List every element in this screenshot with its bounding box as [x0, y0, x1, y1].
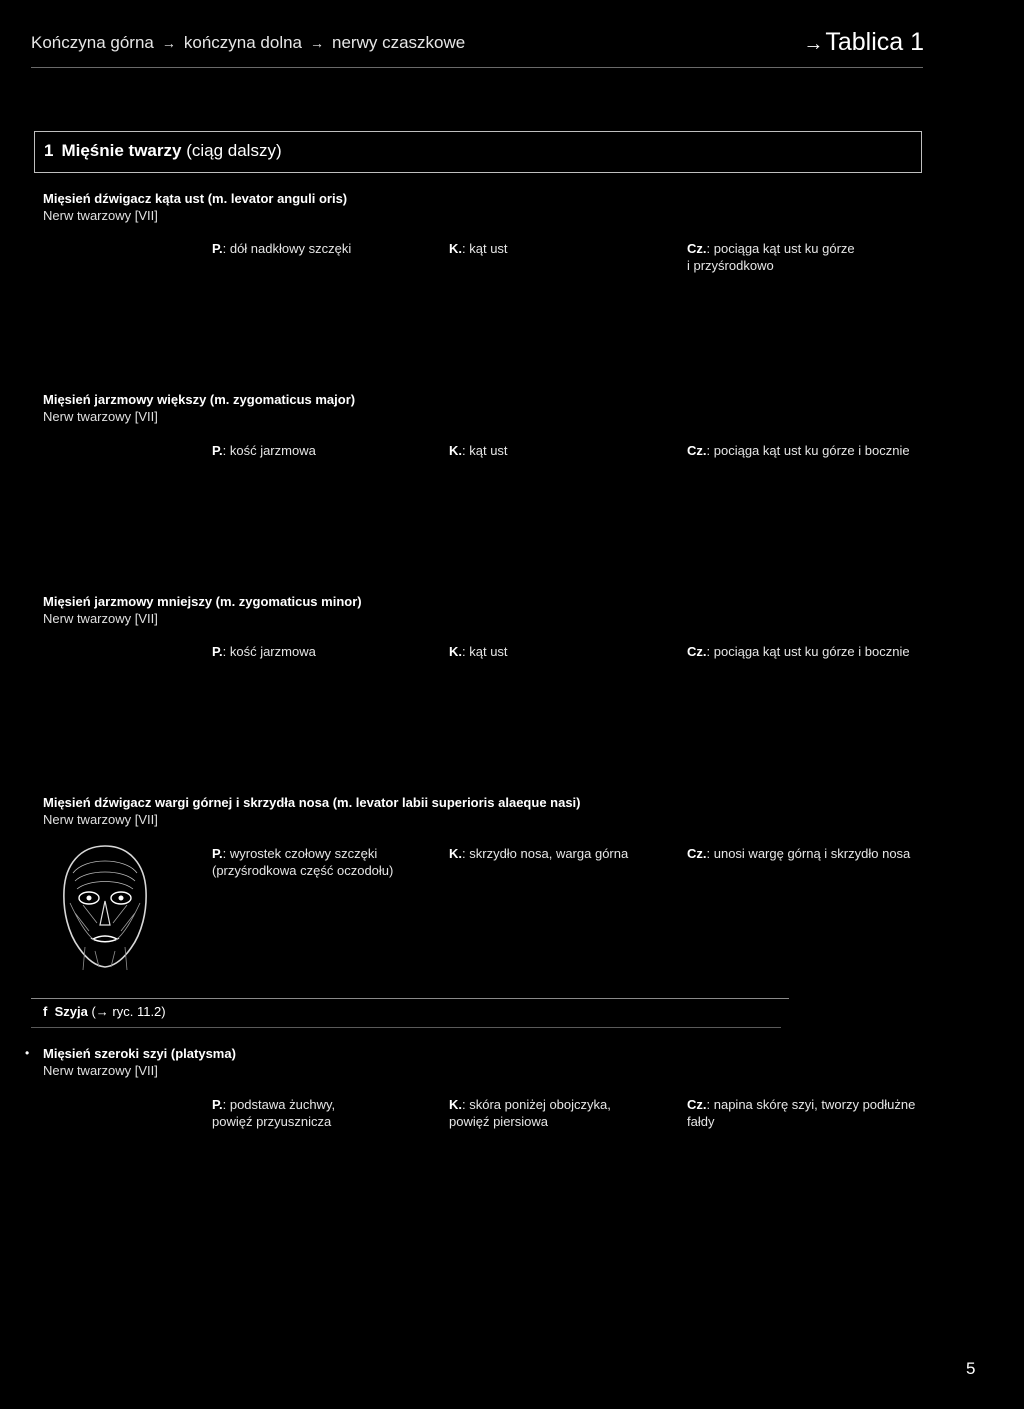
muscle-origin: P.: kość jarzmowa — [212, 443, 316, 458]
header-divider — [31, 67, 923, 68]
section-title — [44, 141, 282, 161]
bullet-icon: • — [25, 1046, 30, 1060]
breadcrumb-item-lower-limb: kończyna dolna — [183, 33, 303, 52]
muscle-function: Cz.: unosi wargę górną i skrzydło nosa — [687, 846, 911, 861]
muscle-name: Mięsień jarzmowy mniejszy (m. zygomaticus minor) — [43, 594, 362, 609]
arrow-right-icon: → — [161, 35, 176, 51]
muscle-origin: P.: kość jarzmowa — [212, 644, 316, 659]
figure-reference: (→ ryc. 11.2) — [91, 1004, 166, 1019]
arrow-right-icon: → — [803, 33, 824, 55]
section-title-bold: Mięśnie twarzy — [61, 141, 182, 160]
muscle-nerve: Nerw twarzowy [VII] — [43, 1063, 158, 1078]
muscle-name: Mięsień szeroki szyi (platysma) — [43, 1046, 236, 1061]
neck-divider-bottom — [31, 1027, 781, 1028]
muscle-insertion: K.: skrzydło nosa, warga górna — [449, 846, 629, 861]
neck-section-title — [43, 1004, 166, 1019]
neck-section-name: Szyja — [54, 1004, 88, 1019]
muscle-function: Cz.: pociąga kąt ust ku górze i bocznie — [687, 443, 910, 458]
tablica-text: Tablica 1 — [825, 28, 924, 56]
muscle-nerve: Nerw twarzowy [VII] — [43, 409, 158, 424]
breadcrumb-item-cranial-nerves: nerwy czaszkowe — [332, 33, 466, 52]
muscle-nerve: Nerw twarzowy [VII] — [43, 812, 158, 827]
muscle-nerve: Nerw twarzowy [VII] — [43, 208, 158, 223]
breadcrumb — [31, 33, 465, 53]
muscle-origin: P.: wyrostek czołowy szczęki (przyśrodkowa część oczodołu) — [212, 846, 394, 878]
breadcrumb-item-upper-limb: Kończyna górna — [31, 33, 154, 52]
muscle-insertion: K.: kąt ust — [449, 443, 508, 458]
page-number: 5 — [966, 1359, 976, 1378]
muscle-nerve: Nerw twarzowy [VII] — [43, 611, 158, 626]
muscle-insertion: K.: skóra poniżej obojczyka, powięź piersiowa — [449, 1097, 611, 1129]
section-title-suffix: (ciąg dalszy) — [186, 141, 282, 160]
muscle-name: Mięsień jarzmowy większy (m. zygomaticus major) — [43, 392, 356, 407]
neck-section-letter: f — [43, 1004, 48, 1019]
face-illustration-icon — [55, 843, 155, 971]
muscle-insertion: K.: kąt ust — [449, 241, 508, 256]
neck-divider-top — [31, 998, 789, 999]
muscle-insertion: K.: kąt ust — [449, 644, 508, 659]
muscle-origin: P.: dół nadkłowy szczęki — [212, 241, 352, 256]
muscle-function: Cz.: pociąga kąt ust ku górze i przyśrodkowo — [687, 241, 855, 273]
tablica-label — [803, 28, 924, 57]
muscle-origin: P.: podstawa żuchwy, powięź przyusznicza — [212, 1097, 336, 1129]
muscle-function: Cz.: napina skórę szyi, tworzy podłużne fałdy — [687, 1097, 916, 1129]
arrow-right-icon: → — [310, 35, 325, 51]
muscle-name: Mięsień dźwigacz kąta ust (m. levator anguli oris) — [43, 191, 348, 206]
muscle-function: Cz.: pociąga kąt ust ku górze i bocznie — [687, 644, 910, 659]
section-number: 1 — [44, 141, 54, 160]
muscle-name: Mięsień dźwigacz wargi górnej i skrzydła nosa (m. levator labii superioris alaeque nasi) — [43, 795, 581, 810]
